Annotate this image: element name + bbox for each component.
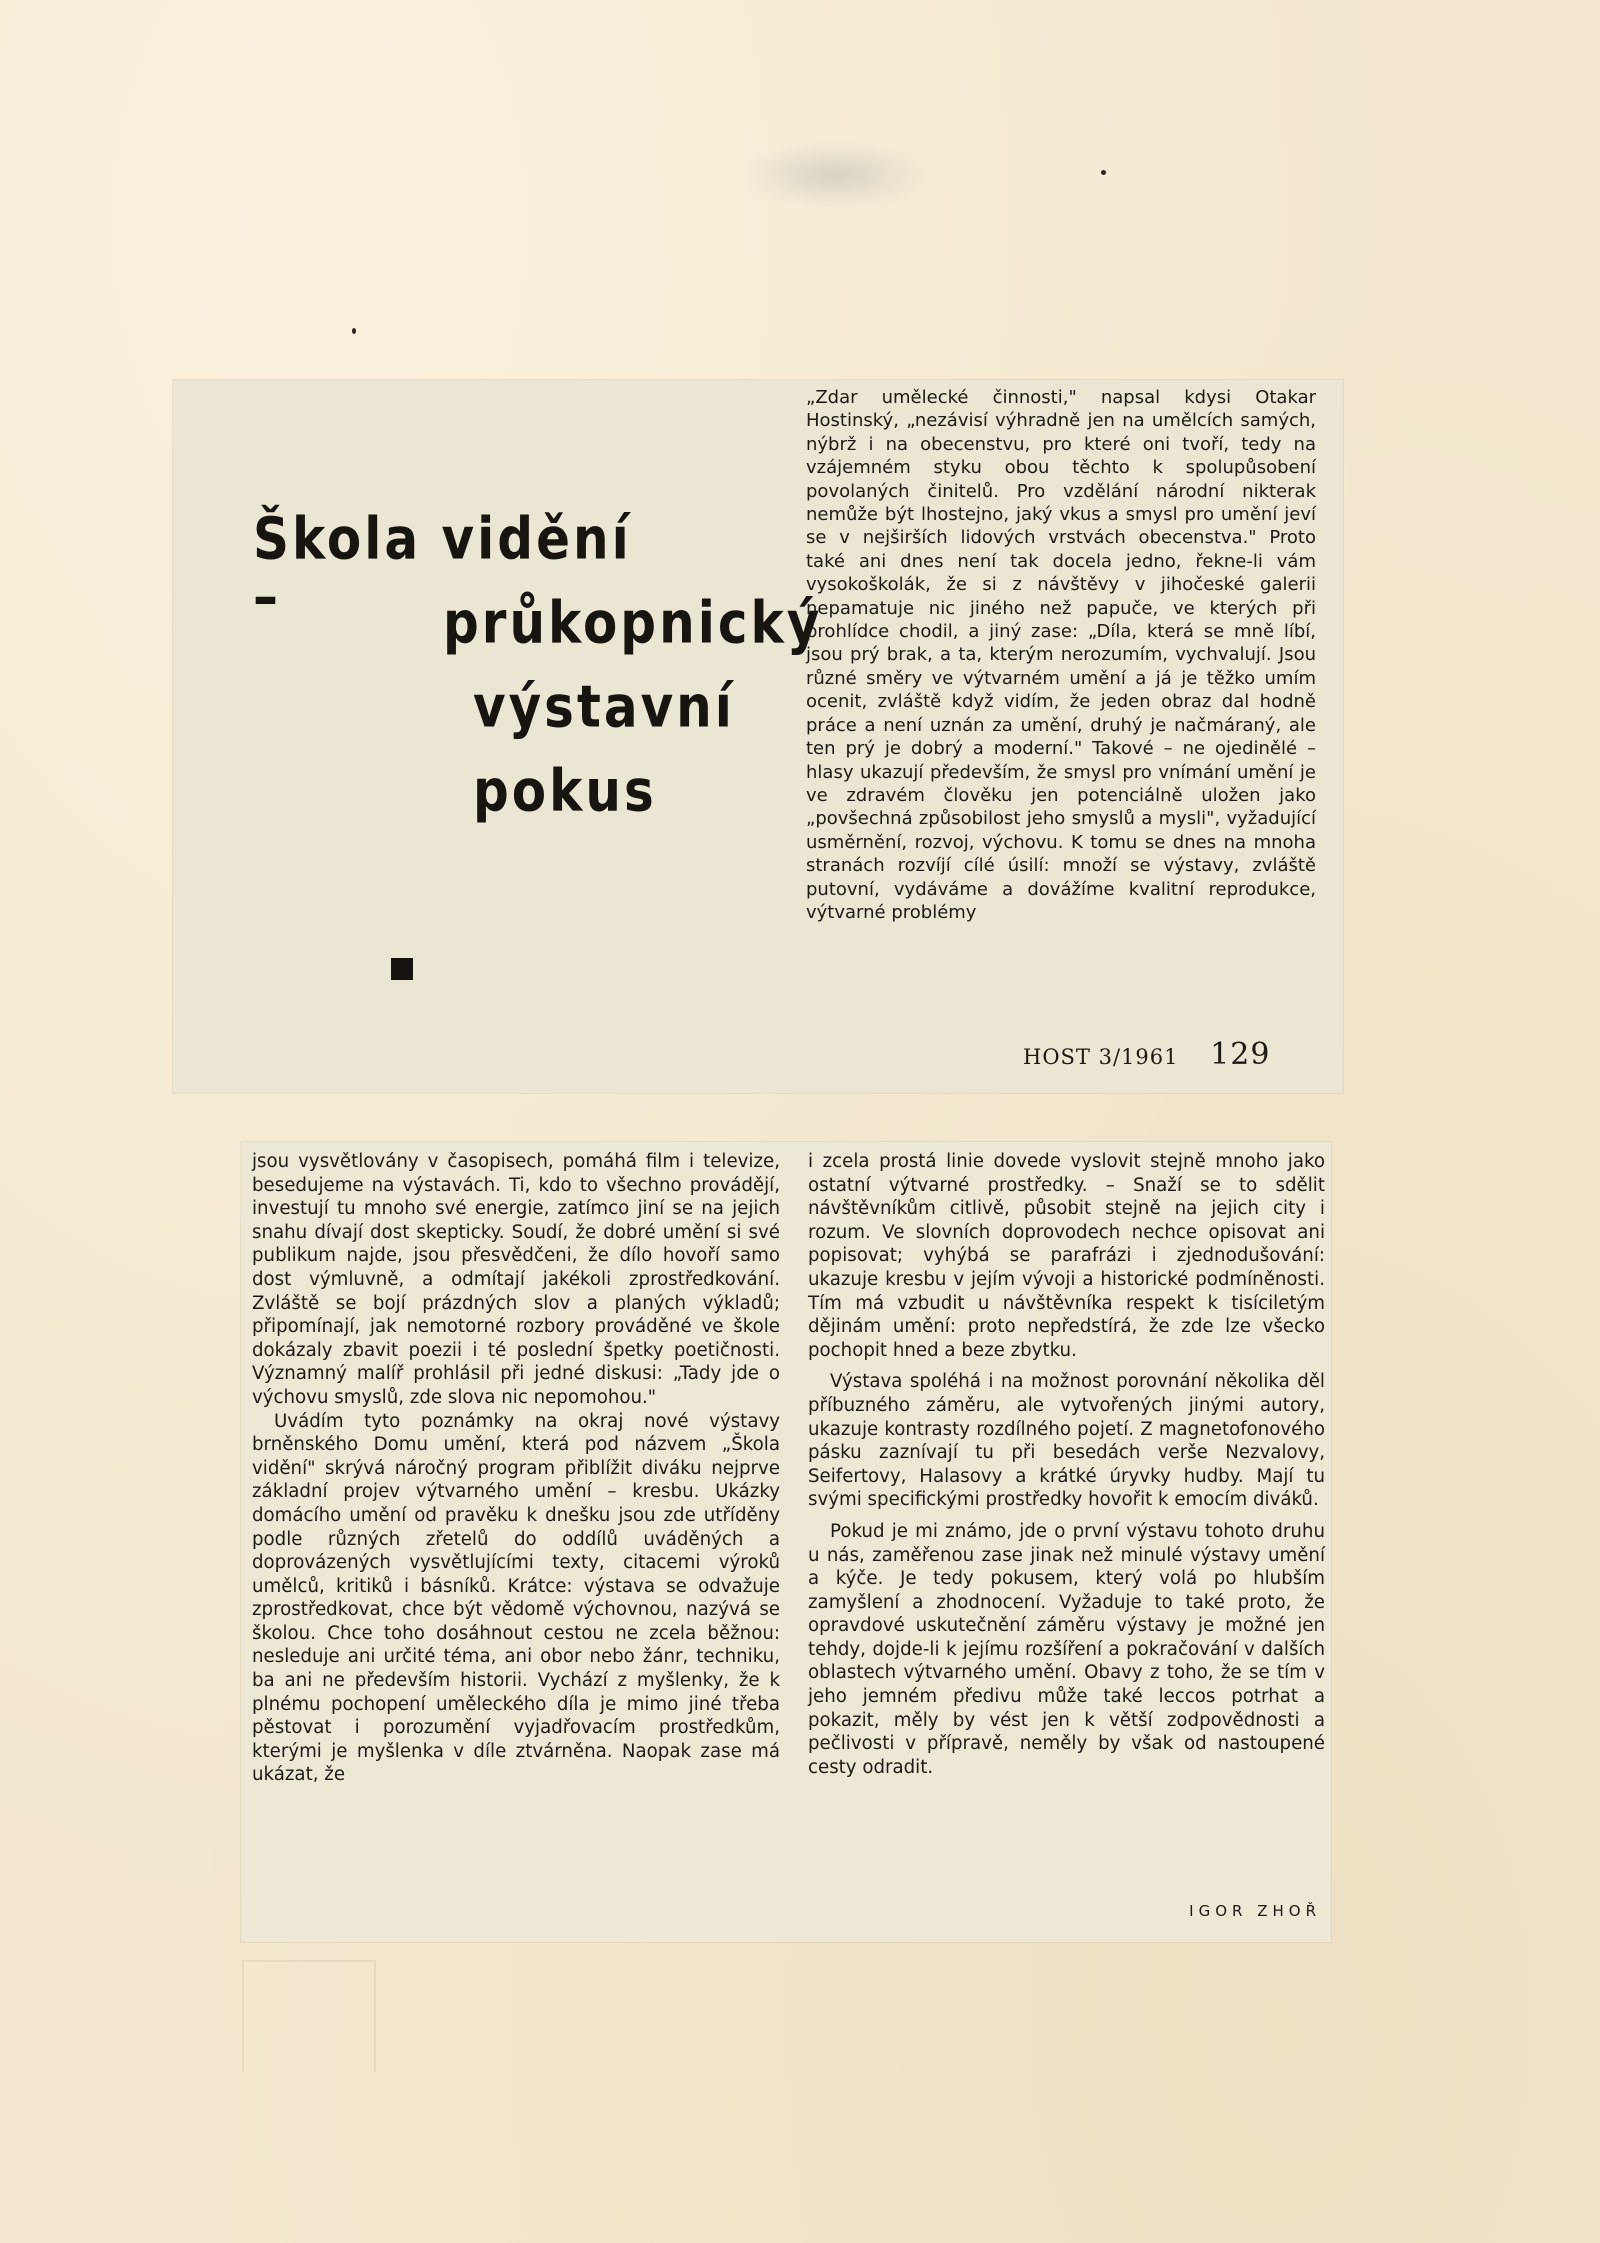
paragraph: Uvádím tyto poznámky na okraj nové výstavy brněnského Domu umění, která pod názvem „Škola vidění" skrývá náročný program přiblížit diváku nejprve základní projev výtvarného umění – kresbu. Ukázky domácího umění od pravěku k dnešku jsou zde utříděny podle různých zřetelů do oddílů uváděných a doprovázených vysvětlujícími texty, citacemi výroků umělců, kritiků i básníků. Krátce: výstava se odvažuje zprostředkovat, chce být vědomě výchovnou, nazývá se školou. Chce toho dosáhnout cestou ne zcela běžnou: nesleduje ani určité téma, ani obor nebo žánr, techniku, ba ani ne především historii. Vychází z myšlenky, že k plnému pochopení uměleckého díla je mimo jiné třeba pěstovat i porozumění vyjadřovacím prostředkům, kterými je myšlenka v díle ztvárněna. Naopak zase má ukázat, že xyxy=(252,1410,780,1786)
author-signature: IGOR ZHOŘ xyxy=(1189,1902,1321,1920)
clipping-bottom xyxy=(241,1142,1331,1942)
stain-mark xyxy=(740,140,930,210)
title-line: pokus xyxy=(473,757,657,825)
faded-imprint xyxy=(242,1960,376,2072)
intro-paragraph: „Zdar umělecké činnosti," napsal kdysi Otakar Hostinský, „nezávisí výhradně jen na umělcích samých, nýbrž i na obecenstvu, pro které oni tvoří, tedy na vzájemném styku obou těchto k spolupůsobení povolaných činitelů. Pro vzdělání národní nikterak nemůže být lhostejno, jaký vkus a smysl pro umění jeví se v nejširších lidových vrstvách obecenstva." Proto také ani dnes není tak docela jedno, řekne-li vám vysokoškolák, že si z návštěvy v jihočeské galerii nepamatuje nic jiného než papuče, ve kterých při prohlídce chodil, a jiný zase: „Díla, která se mně líbí, jsou prý brak, a ta, kterým nerozumím, vychvalují. Jsou různé směry ve výtvarném umění a já je těžko umím ocenit, zvláště když vidím, že jeden obraz dal hodně práce a není uznán za umění, druhý je načmáraný, ale ten prý je dobrý a moderní." Takové – ne ojedinělé – hlasy ukazují především, že smysl pro vnímání umění je ve zdravém člověku jen potenciálně uložen jako „povšechná způsobilost jeho smyslů a mysli", vyžadující usměrnění, rozvoj, výchovu. K tomu se dnes na mnoha stranách rozvíjí cílé úsilí: množí se výstavy, zvláště putovní, vydáváme a dovážíme kvalitní reprodukce, výtvarné problémy xyxy=(806,387,1316,923)
ink-speck xyxy=(1101,170,1106,175)
publication-label: HOST 3/1961 xyxy=(1023,1045,1179,1069)
left-column xyxy=(252,1150,780,1787)
paragraph: Pokud je mi známo, jde o první výstavu tohoto druhu u nás, zaměřenou zase jinak než minulé výstavy umění a kýče. Je tedy pokusem, který volá po hlubším zamyšlení a zhodnocení. Vyžaduje to také proto, že opravdové uskutečnění záměru výstavy je možné jen tehdy, dojde-li k jejímu rozšíření a pokračování v dalších oblastech výtvarného umění. Obavy z toho, že se tím v jeho jemném předivu může také leccos potrhat a pokazit, měly by vést jen k větší zodpovědnosti a pečlivosti v přípravě, neměly by však od nastoupené cesty odradit. xyxy=(808,1520,1325,1778)
article-title xyxy=(253,505,823,846)
page-number: 129 xyxy=(1210,1037,1271,1072)
title-line: výstavní xyxy=(473,673,735,741)
paragraph: jsou vysvětlovány v časopisech, pomáhá film i televize, besedujeme na výstavách. Ti, kdo to všechno provádějí, investují tu mnoho své energie, zatímco jiní se na jejich snahu dívají dost skepticky. Soudí, že dobré umění si své publikum najde, jsou přesvědčeni, že dílo hovoří samo dost výmluvně, a odmítají jakékoli zprostředkování. Zvláště se bojí prázdných slov a planých výkladů; připomínají, jak nemotorné rozbory prováděné ve škole dokázaly zbavit poezii i té poslední špetky poetičnosti. Významný malíř prohlásil při jedné diskusi: „Tady jde o výchovu smyslů, zde slova nic nepomohou." xyxy=(252,1151,780,1408)
page-footer xyxy=(1023,1037,1270,1072)
paragraph: i zcela prostá linie dovede vyslovit stejně mnoho jako ostatní výtvarné prostředky. – Snaží se to sdělit návštěvníkům citlivě, působit stejně na jejich city i rozum. Ve slovních doprovodech nechce opisovat ani popisovat; vyhýbá se parafrázi i zjednodušování: ukazuje kresbu v jejím vývoji a historické podmíněnosti. Tím má vzbudit u návštěvníka respekt k tisíciletým dějinám umění: proto nepředstírá, že zde lze všecko pochopit hned a beze zbytku. xyxy=(808,1151,1325,1361)
clipping-top xyxy=(173,380,1343,1093)
title-line: Škola vidění – xyxy=(253,505,632,630)
right-column xyxy=(808,1150,1325,1779)
ink-speck xyxy=(352,328,356,334)
paragraph: Výstava spoléhá i na možnost porovnání několika děl příbuzného záměru, ale vytvořených jinými autory, ukazuje kontrasty rozdílného pojetí. Z magnetofonového pásku zaznívají tu při besedách verše Nezvalovy, Seifertovy, Halasovy a krátké úryvky hudby. Mají tu svými specifickými prostředky hovořit k emocím diváků. xyxy=(808,1371,1325,1511)
section-end-square-icon xyxy=(391,958,413,980)
title-line: průkopnický xyxy=(443,589,823,657)
